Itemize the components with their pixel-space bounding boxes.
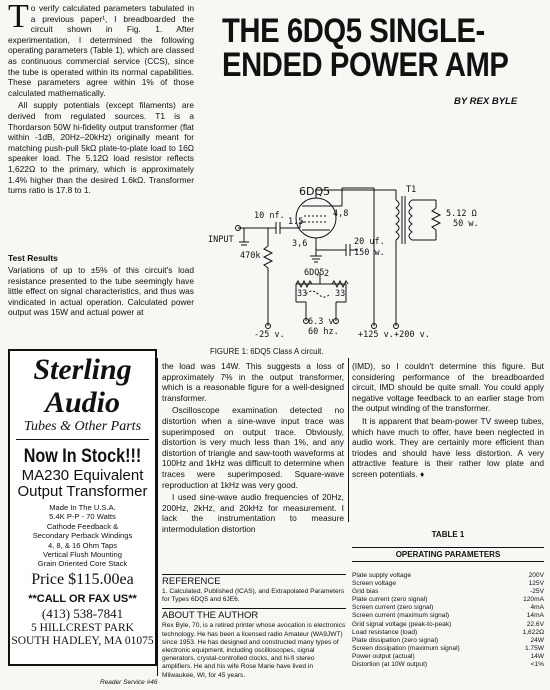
table-param: Distortion (at 10W output): [352, 661, 428, 669]
table-value: 22.6V: [526, 620, 544, 628]
ad-spec-list: [10, 503, 155, 569]
intro-paragraph-2: All supply potentials (except filaments) are derived from regulated sources. T1 is a Thordarson 50W hi-fidelity output transformer (flat within -1dB, 20Hz–20kHz) originally meant for matching push-pull 5kΩ plate-to-plate load to 16Ω speaker load. The 5.12Ω load resistor reflects 1,622Ω to the primary, which is approximately 1.4% higher than the desired 1.6kΩ. Transformer turns ratio is 17.8 to 1.: [8, 100, 194, 196]
ad-address-line-1: 5 HILLCREST PARK: [31, 621, 134, 634]
byline: BY REX BYLE: [454, 96, 518, 107]
ad-brand-line-1: Sterling: [33, 353, 132, 386]
mid-paragraph-3: I used sine-wave audio frequencies of 20Hz, 200Hz, 2kHz, and 20kHz for measurement. I lack the instrumentation to measure intermodulation distortion: [162, 492, 344, 534]
ad-model-line-2: Output Transformer: [17, 483, 148, 500]
mid-paragraph-2: Oscilloscope examination detected no distortion when a sine-wave input trace was superimposed on output trace. Obviously, distortion is very much less than 1%, and any distortion of triangle and saw-tooth waveforms at 100Hz and 1kHz was difficult to determine when traces were superimposed. Square-wave reproduction at 1kHz was very good.: [162, 405, 344, 490]
screen-supply-label: +125 v.: [358, 330, 394, 338]
ad-spec-item: 4, 8, & 16 Ohm Taps: [47, 540, 118, 550]
table-row: [352, 612, 544, 620]
table-value: 4mA: [530, 604, 544, 612]
ad-spec-item: Grain Oriented Core Stack: [37, 559, 128, 569]
drop-cap: T: [8, 0, 29, 35]
intro-text: [8, 0, 194, 198]
test-results-heading: Test Results: [8, 253, 58, 263]
table-value: -25V: [530, 588, 544, 596]
ad-spec-item: Secondary Perback Windings: [32, 531, 133, 541]
about-text: Rex Byle, 70, is a retired printer whose avocation is electronics technology. He has been a licensed radio Amateur (WA9JWT) since 1953. He has designed and constructed many types of electronic equipment, including oscilloscopes, signal generators, crystal-controlled clocks, and hi-fi stereo amplifiers. He and his wife Rose Marie have lived in Milwaukee, WI, for 45 years.: [162, 622, 346, 679]
table-row: [352, 604, 544, 612]
table-row: [352, 653, 544, 661]
ad-spec-item: Cathode Feedback &: [46, 521, 119, 531]
heater-resistor-a: 33: [297, 289, 308, 299]
transformer-label: T1: [406, 185, 417, 195]
table-label: TABLE 1: [431, 530, 465, 539]
table-body: [352, 572, 544, 669]
input-cap-label: 10 nf.: [254, 211, 285, 221]
table-value: 24W: [530, 636, 544, 644]
table-value: 200V: [528, 572, 544, 579]
filament-freq-label: 60 hz.: [308, 327, 339, 337]
table-param: Power output (actual): [352, 652, 415, 660]
table-value: 14mA: [526, 612, 544, 620]
figure-caption: FIGURE 1: 6DQ5 Class A circuit.: [210, 347, 324, 356]
table-row: [352, 572, 544, 580]
cathode-cap-voltage: 150 w.: [354, 248, 385, 258]
about-heading: ABOUT THE AUTHOR: [162, 608, 346, 621]
table-param: Grid bias: [352, 588, 379, 596]
second-tube-label: 6DQ5: [304, 268, 325, 278]
article-title: [222, 12, 509, 84]
table-value: 125V: [528, 580, 544, 588]
tube-label: 6DQ5: [299, 185, 331, 198]
title-line-1: THE 6DQ5 SINGLE-: [222, 12, 485, 50]
operating-parameters-table: [352, 530, 544, 669]
column-divider: [348, 358, 349, 522]
plate-supply-label: +200 v.: [394, 330, 430, 338]
ad-spec-item: 5.4K P-P - 70 Watts: [49, 512, 116, 522]
ad-brand-line-2: Audio: [44, 386, 121, 419]
ad-model-line-1: MA230 Equivalent: [21, 467, 144, 484]
ad-tagline: Tubes & Other Parts: [23, 419, 142, 434]
right-paragraph-2: It is apparent that beam-power TV sweep tubes, which have much to offer, have been neglected in audio work. They are certainly more efficient than triodes and should have less distortion. A very attractive feature is their rather low plate and screen potentials.: [352, 415, 544, 479]
table-value: 14W: [530, 652, 544, 660]
table-row: [352, 580, 544, 588]
ad-phone: (413) 538-7841: [41, 605, 124, 621]
reference-heading: REFERENCE: [162, 574, 346, 587]
mid-paragraph-1: the load was 14W. This suggests a loss of approximately 7% in the output transformer, which is a reasonable figure for a well-designed transformer.: [162, 361, 344, 403]
sterling-audio-ad: [8, 349, 157, 666]
cathode-cap-label: 20 uf.: [354, 237, 385, 247]
table-heading: OPERATING PARAMETERS: [352, 547, 544, 562]
table-param: Plate current (zero signal): [352, 596, 428, 604]
table-param: Screen current (maximum signal): [352, 612, 450, 620]
ad-call-line: **CALL OR FAX US**: [28, 592, 137, 605]
filament-voltage-label: 6.3 v.: [308, 317, 339, 327]
right-column-text: [352, 361, 544, 482]
pin-label-3-6: 3,6: [292, 239, 308, 249]
table-value: 1.75W: [524, 644, 544, 652]
table-param: Load resistance (load): [352, 628, 418, 636]
table-param: Plate supply voltage: [352, 572, 412, 579]
table-row: [352, 621, 544, 629]
ad-spec-item: Made In The U.S.A.: [49, 503, 116, 512]
middle-column-text: [162, 361, 344, 537]
table-param: Screen current (zero signal): [352, 604, 434, 612]
ad-address-line-2: SOUTH HADLEY, MA 01075: [11, 634, 154, 647]
table-value: <1%: [530, 661, 544, 669]
title-line-2: ENDED POWER AMP: [222, 46, 509, 84]
pin-label-1-5: 1.5: [288, 217, 304, 227]
input-label: INPUT: [208, 235, 234, 245]
end-mark-icon: ♦: [419, 468, 425, 479]
load-value-label: 5.12 Ω: [446, 209, 477, 219]
grid-resistor-label: 470k: [240, 251, 261, 261]
table-row: [352, 645, 544, 653]
ad-divider: [16, 439, 149, 440]
table-param: Plate dissipation (zero signal): [352, 636, 439, 644]
table-value: 1,622Ω: [522, 628, 544, 636]
ad-price: Price $115.00ea: [31, 570, 134, 588]
table-value: 120mA: [523, 596, 544, 604]
ad-spec-item: Vertical Flush Mounting: [43, 550, 122, 560]
load-power-label: 50 w.: [453, 219, 479, 229]
pin-label-2: 2: [324, 269, 330, 279]
bias-label: -25 v.: [254, 330, 285, 338]
ad-headline: Now In Stock!!!: [23, 446, 142, 467]
table-row: [352, 596, 544, 604]
pin-label-4-8: 4,8: [333, 209, 349, 219]
table-param: Grid signal voltage (peak-to-peak): [352, 620, 452, 628]
column-divider: [157, 358, 158, 676]
intro-paragraph-1: o verify calculated parameters tabulated in a previous paper¹, I breadboarded the circuit shown in Fig. 1. After experimentation, I determined the following operating parameters (Table 1), which are classed as continuous commercial service (CCS), since the tube is operated within its normal capabilities. These parameters agree within 1% of those calculated mathematically.: [8, 3, 194, 98]
table-param: Screen dissipation (maximum signal): [352, 644, 460, 652]
reference-text: 1. Calculated, Published (ICAS), and Extrapolated Parameters for Types 6DQ5 and 6JE6.: [162, 588, 345, 604]
table-row: [352, 588, 544, 596]
table-row: [352, 629, 544, 637]
table-param: Screen voltage: [352, 580, 396, 588]
table-row: [352, 661, 544, 669]
circuit-schematic: [196, 116, 548, 338]
reader-service-number: Reader Service #46: [100, 679, 158, 686]
heater-resistor-b: 33: [335, 289, 346, 299]
right-paragraph-1: (IMD), so I couldn't determine this figure. But considering performance of the breadboarded circuit, IMD should be quite small. You could apply negative voltage feedback to an earlier stage from the output winding of the transformer.: [352, 361, 544, 414]
test-results-text: [8, 265, 194, 320]
table-row: [352, 637, 544, 645]
test-results-paragraph: Variations of up to ±5% of this circuit's load resistance presented to the tube seemingly have little effect on signal characteristics, and thus was vindicated in actual operation. Calculated power output was 15W and actual power at: [8, 265, 194, 318]
reference-sidebar: [162, 574, 346, 680]
